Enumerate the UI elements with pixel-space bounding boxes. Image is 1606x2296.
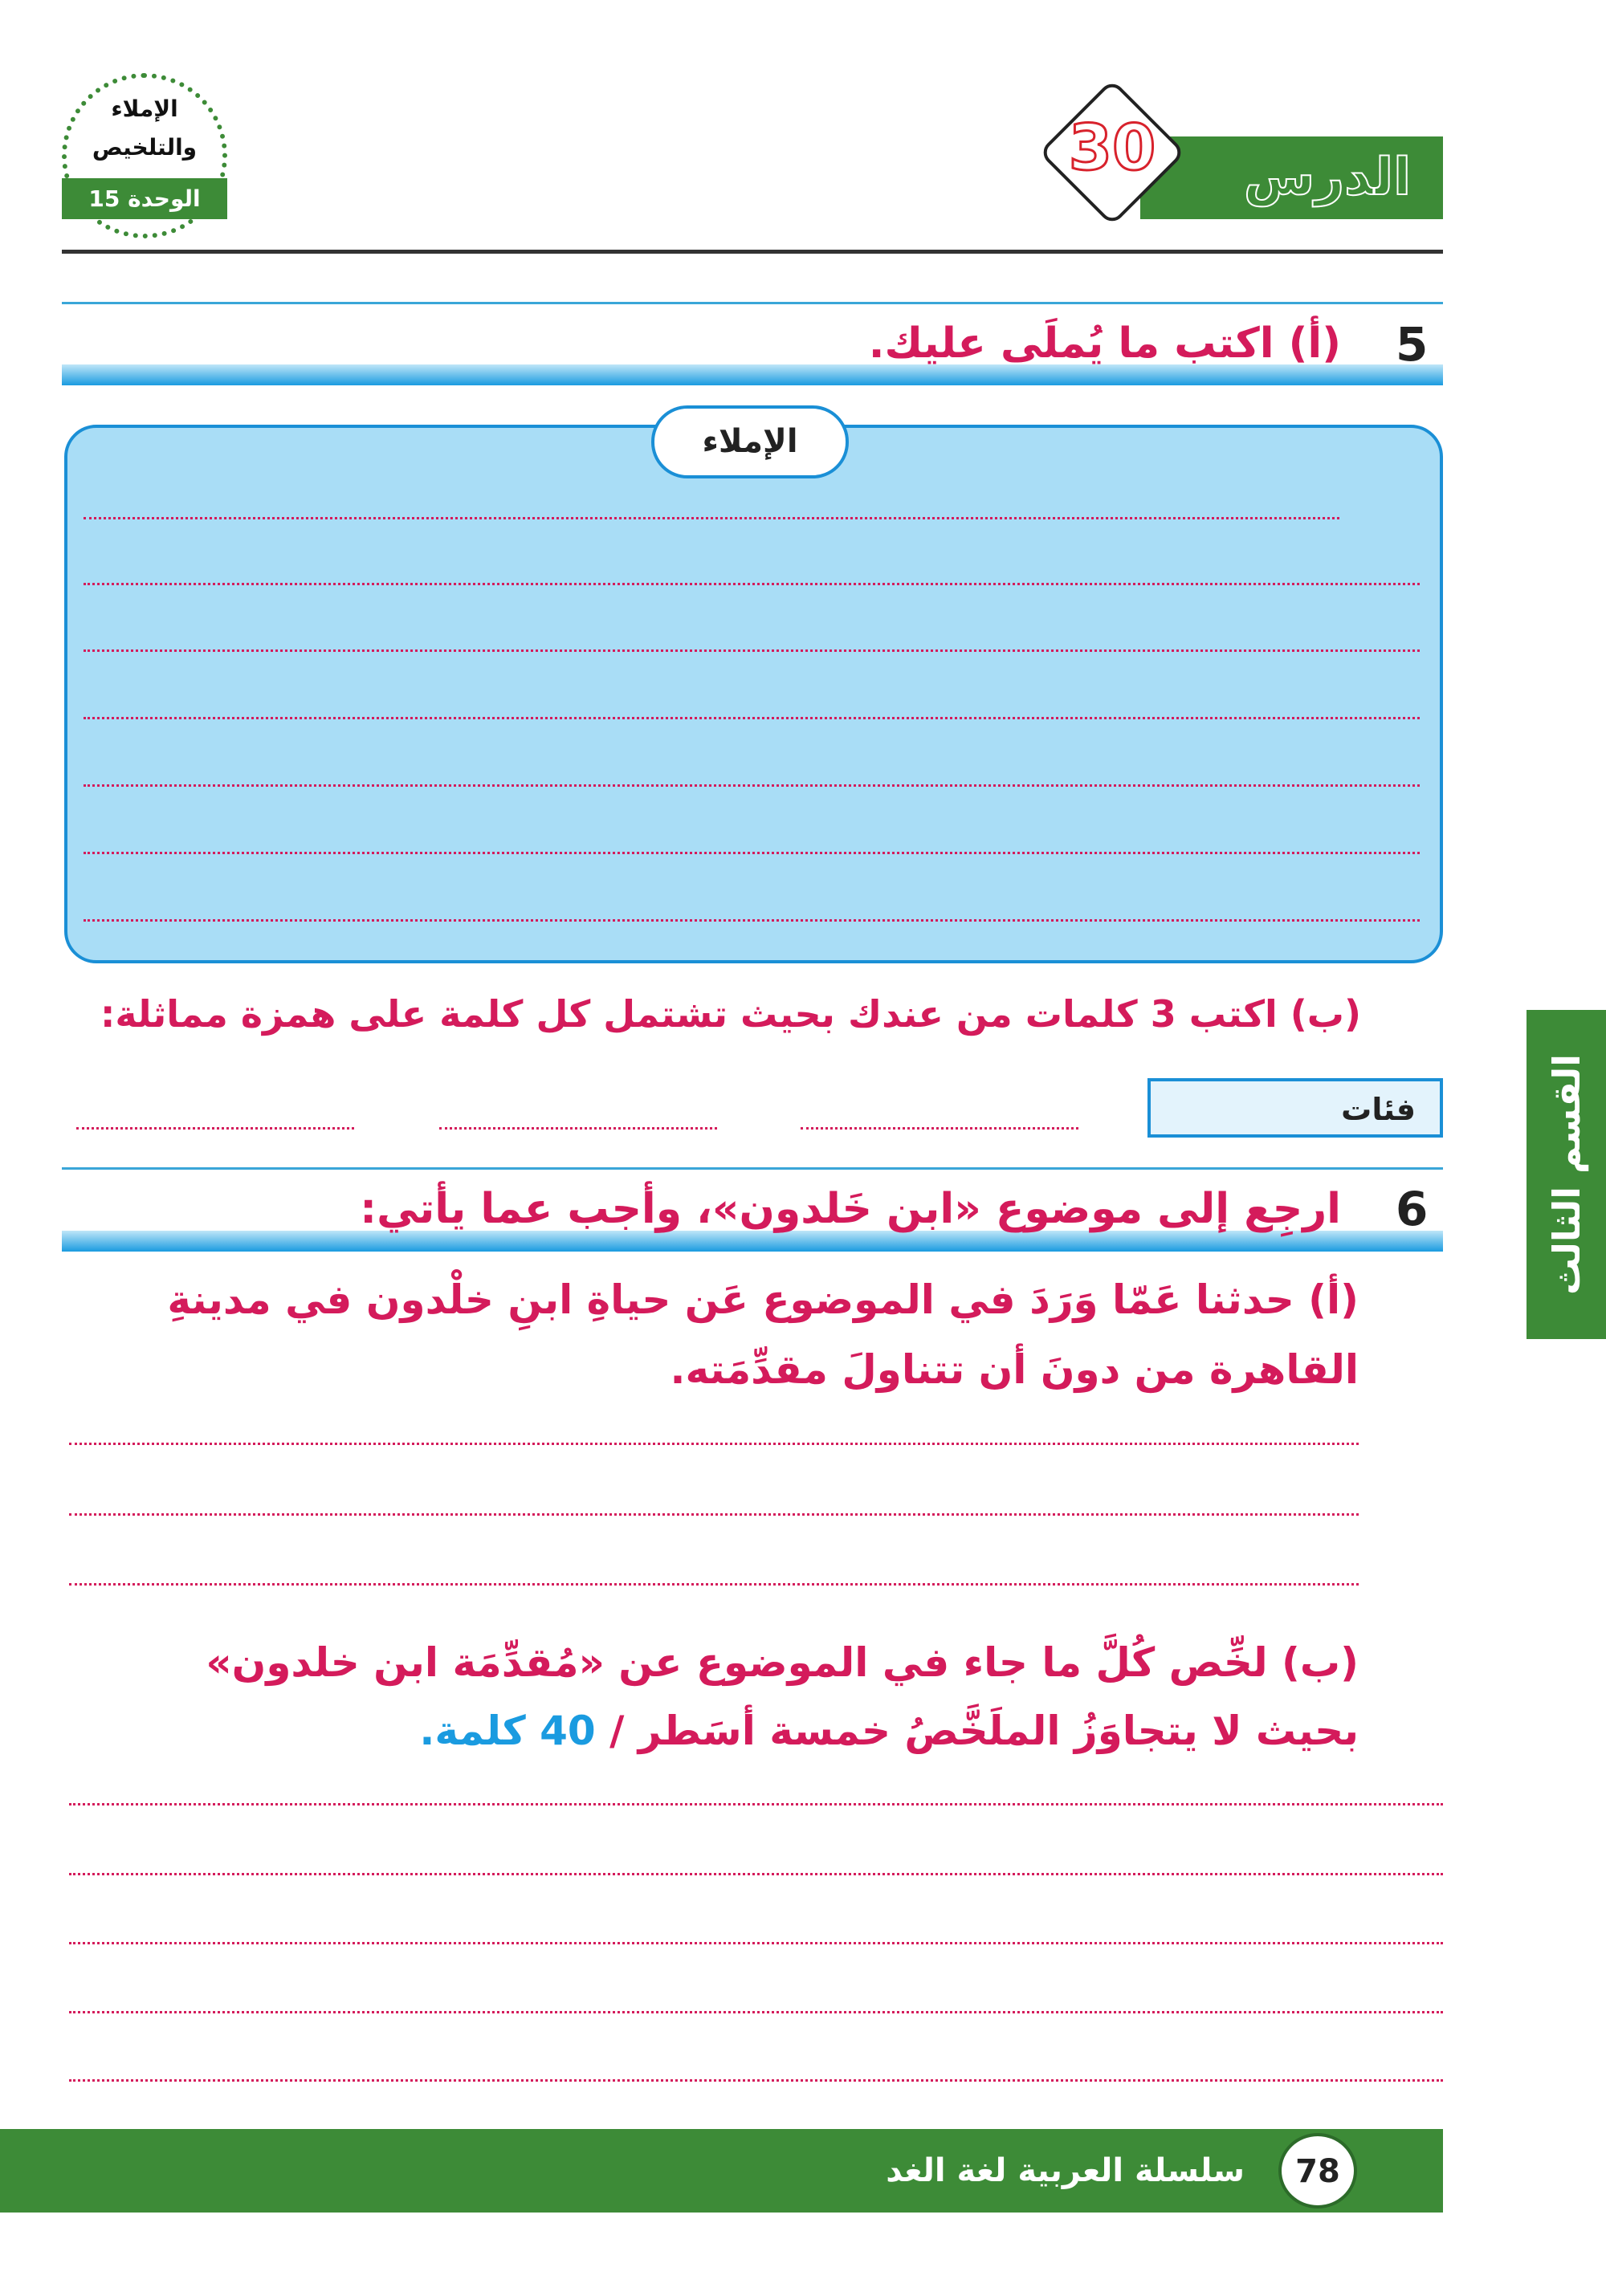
answer-blank[interactable] [439, 1127, 717, 1130]
q6-part-b-line2 [419, 1708, 1359, 1754]
unit-label: الوحدة 15 [62, 178, 227, 219]
q6-number: 6 [1396, 1182, 1429, 1236]
example-word: فئات [1147, 1078, 1443, 1138]
q6-part-b-line1: (ب) لخِّص كُلَّ ما جاء في الموضوع عن «مُقدِّمَة ابن خلدون» [206, 1639, 1359, 1686]
q6-part-a-line2: القاهرة من دونَ أن تتناولَ مقدِّمَته. [670, 1346, 1359, 1393]
summary-line[interactable] [69, 1803, 1443, 1805]
q6-heading-band [62, 1231, 1443, 1252]
q6-part-a-line1: (أ) حدثنا عَمّا وَرَدَ في الموضوع عَن حياةِ ابنِ خلْدون في مدينةِ [167, 1276, 1359, 1323]
dictation-line[interactable] [84, 784, 1420, 787]
side-tab-label: القسم الثالث [1544, 1053, 1588, 1296]
summary-line[interactable] [69, 1942, 1443, 1944]
dictation-line[interactable] [84, 517, 1339, 519]
header-divider [62, 250, 1443, 254]
section-divider [62, 302, 1443, 304]
q5-number: 5 [1396, 317, 1429, 372]
dictation-label: الإملاء [651, 405, 849, 478]
answer-line[interactable] [69, 1443, 1359, 1445]
dictation-line[interactable] [84, 919, 1420, 922]
summary-line[interactable] [69, 2079, 1443, 2082]
summary-line[interactable] [69, 1873, 1443, 1875]
q6-heading: ارجِع إلى موضوع «ابن خَلدون»، وأجب عما يأتي: [360, 1185, 1341, 1233]
answer-blank[interactable] [801, 1127, 1078, 1130]
section-divider [62, 1167, 1443, 1170]
answer-line[interactable] [69, 1513, 1359, 1516]
answer-line[interactable] [69, 1583, 1359, 1586]
summary-line[interactable] [69, 2011, 1443, 2013]
page-number: 78 [1278, 2133, 1357, 2208]
answer-blank[interactable] [76, 1127, 354, 1130]
lesson-title: الدرس [1140, 136, 1443, 219]
q5-part-a: (أ) اكتب ما يُملَى عليك. [868, 320, 1341, 368]
dictation-line[interactable] [84, 649, 1420, 652]
section-side-tab [1527, 1010, 1606, 1339]
dictation-line[interactable] [84, 717, 1420, 719]
word-limit: 40 كلمة. [419, 1708, 596, 1754]
topic-line2: والتلخيص [92, 134, 198, 161]
topic-line1: الإملاء [111, 96, 178, 122]
q6-part-b-text: بحيث لا يتجاوَزُ الملَخَّصُ خمسة أسَطر / [609, 1708, 1359, 1754]
lesson-number: 30 [1068, 112, 1156, 185]
q5-part-b: (ب) اكتب 3 كلمات من عندك بحيث تشتمل كل كلمة على همزة مماثلة: [100, 992, 1361, 1036]
series-title: سلسلة العربية لغة الغد [886, 2152, 1245, 2189]
dictation-line[interactable] [84, 583, 1420, 585]
unit-badge [62, 73, 227, 219]
dictation-box[interactable] [64, 425, 1443, 963]
dictation-line[interactable] [84, 852, 1420, 854]
